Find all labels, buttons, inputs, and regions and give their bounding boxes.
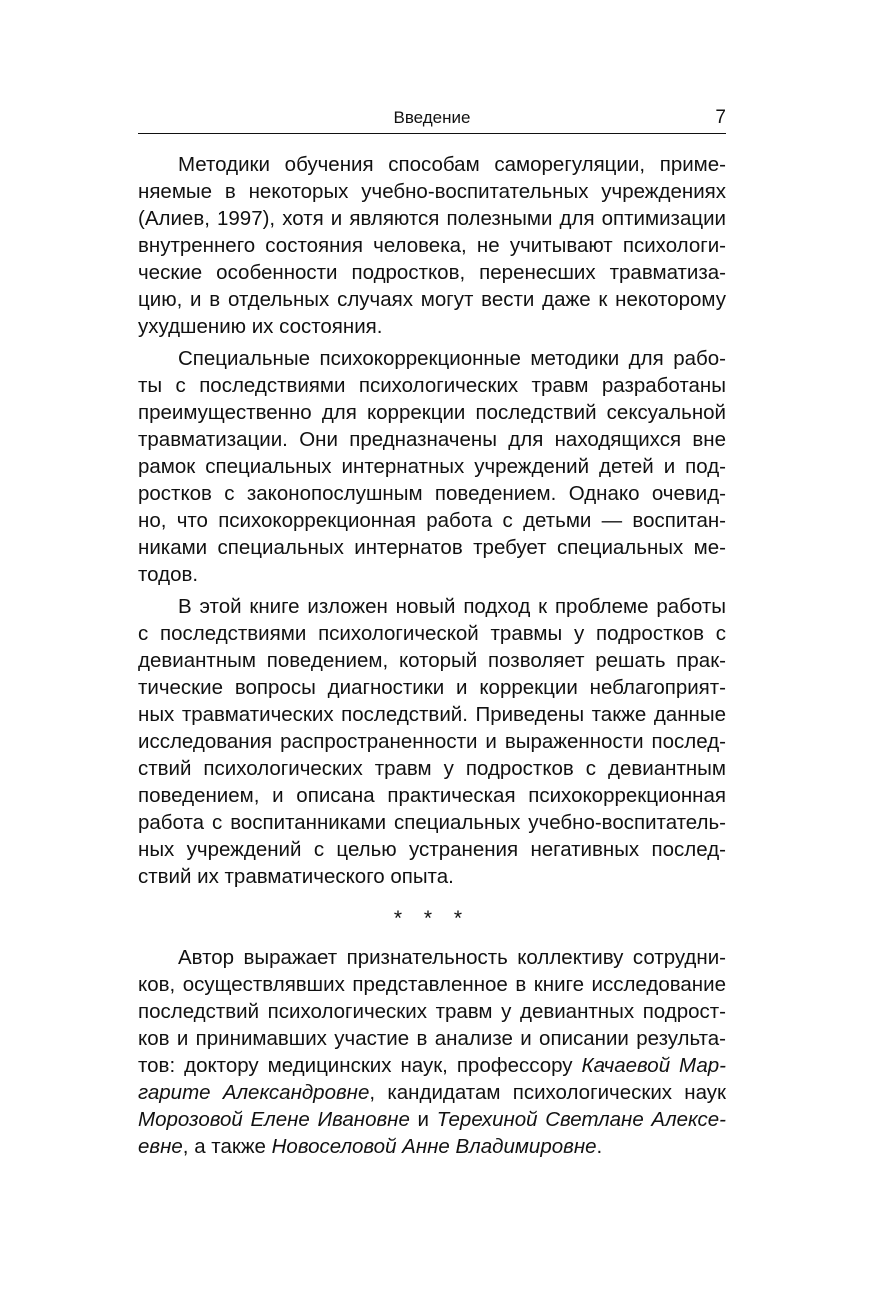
text-line: [138, 1106, 726, 1133]
text-run: .: [596, 1135, 603, 1158]
text-line: [138, 1079, 726, 1106]
text-run: и: [409, 1108, 437, 1131]
text-run: тов: доктору медицинских наук, профессору: [138, 1054, 582, 1077]
text-line: работа с воспитанниками специальных учебно-воспитатель-: [138, 811, 726, 834]
running-head: [138, 104, 726, 132]
text-line: ростков с законопослушным поведением. Однако очевид-: [138, 482, 726, 505]
person-name: Новоселовой Анне Владимировне: [271, 1135, 597, 1158]
text-line: няемые в некоторых учебно-воспитательных учреждениях: [138, 180, 726, 203]
text-line: девиантным поведением, который позволяет решать прак-: [138, 649, 726, 672]
text-line: травматизации. Они предназначены для находящихся вне: [138, 428, 726, 451]
text-line: ков и принимавших участие в анализе и описании результа-: [138, 1027, 726, 1050]
text-line: ухудшению их состояния.: [138, 315, 383, 338]
person-name: Терехиной Светлане Алексе-: [436, 1108, 726, 1131]
person-name: Морозовой Елене Ивановне: [138, 1108, 410, 1131]
text-line: ных травматических последствий. Приведены также данные: [138, 703, 726, 726]
text-line: [138, 1133, 726, 1160]
text-line: цию, и в отдельных случаях могут вести даже к некоторому: [138, 288, 726, 311]
text-line: ков, осуществлявших представленное в книге исследование: [138, 973, 726, 996]
text-line: рамок специальных интернатных учреждений детей и под-: [138, 455, 726, 478]
text-line: ных учреждений с целью устранения негативных послед-: [138, 838, 726, 861]
page-number: 7: [715, 107, 726, 128]
section-title: Введение: [393, 108, 471, 127]
body-text: [138, 151, 726, 1160]
text-line: внутреннего состояния человека, не учитывают психологи-: [138, 234, 726, 257]
text-line: ты с последствиями психологических травм разработаны: [138, 374, 726, 397]
text-line: исследования распространенности и выраженности послед-: [138, 730, 726, 753]
text-run: , а также: [182, 1135, 272, 1158]
text-line: поведением, и описана практическая психокоррекционная: [138, 784, 726, 807]
text-line: последствий психологических травм у девиантных подрост-: [138, 1000, 726, 1023]
person-name: гарите Александровне: [138, 1081, 370, 1104]
text-line: но, что психокоррекционная работа с детьми — воспитан-: [138, 509, 726, 532]
text-line: преимущественно для коррекции последствий сексуальной: [138, 401, 726, 424]
text-line: ствий психологических травм у подростков с девиантным: [138, 757, 726, 780]
text-line: Автор выражает признательность коллективу сотрудни-: [178, 946, 726, 969]
text-line: тодов.: [138, 563, 199, 586]
text-line: тические вопросы диагностики и коррекции неблагоприят-: [138, 676, 726, 699]
text-line: ствий их травматического опыта.: [138, 865, 454, 888]
header-rule: [138, 133, 726, 134]
person-name: Качаевой Мар-: [581, 1054, 726, 1077]
text-line: никами специальных интернатов требует специальных ме-: [138, 536, 726, 559]
text-line: (Алиев, 1997), хотя и являются полезными для оптимизации: [138, 207, 726, 230]
text-line: [138, 1052, 726, 1079]
person-name: евне: [138, 1135, 183, 1158]
paragraph-1: [138, 151, 726, 340]
text-run: , кандидатам психологических наук: [369, 1081, 726, 1104]
text-line: Специальные психокоррекционные методики для рабо-: [178, 347, 726, 370]
text-line: В этой книге изложен новый подход к проблеме работы: [178, 595, 726, 618]
paragraph-3: [138, 593, 726, 890]
acknowledgement-paragraph: [138, 944, 726, 1160]
text-line: с последствиями психологической травмы у подростков с: [138, 622, 726, 645]
paragraph-2: [138, 345, 726, 588]
section-separator: * * *: [393, 907, 471, 930]
text-line: ческие особенности подростков, перенесших травматиза-: [138, 261, 726, 284]
text-line: Методики обучения способам саморегуляции, приме-: [178, 153, 726, 176]
